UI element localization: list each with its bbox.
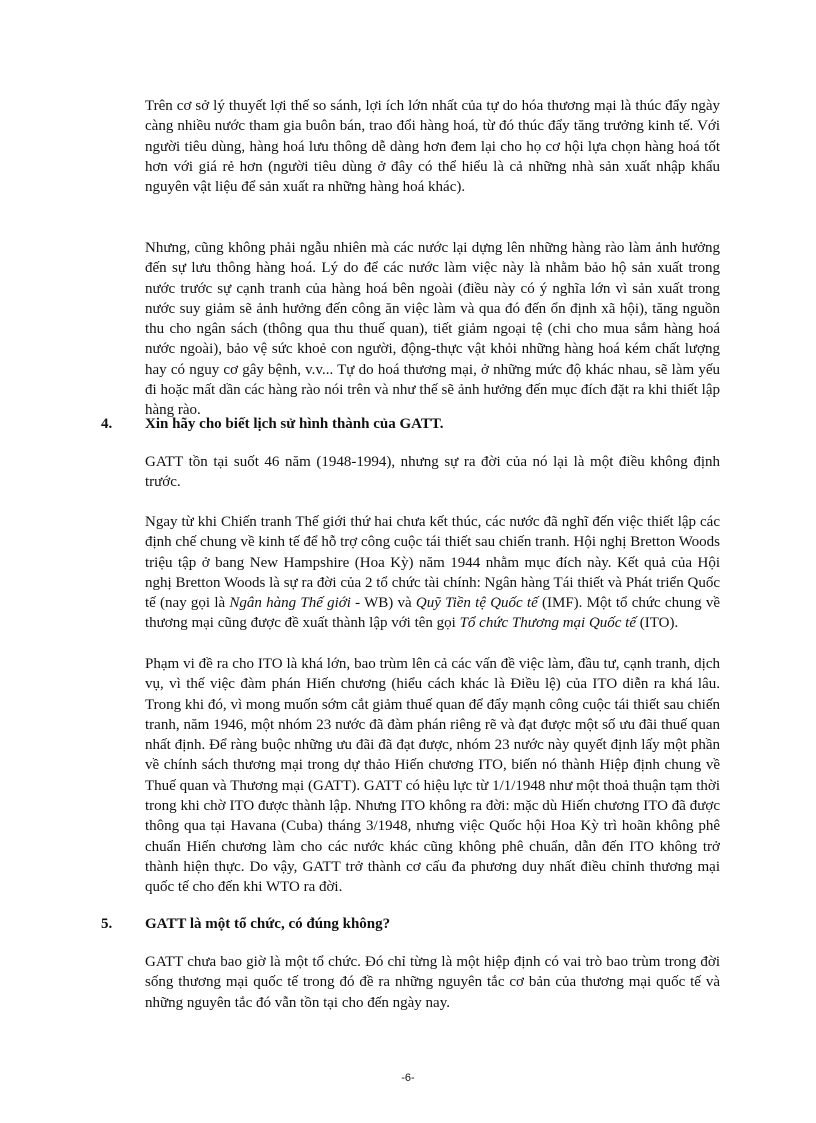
question-5-title: GATT là một tổ chức, có đúng không? — [145, 916, 391, 932]
paragraph-gatt-duration: GATT tồn tại suốt 46 năm (1948-1994), nhưng sự ra đời của nó lại là một điều không định trước. — [145, 454, 720, 491]
paragraph-ito-charter: Phạm vi đề ra cho ITO là khá lớn, bao trùm lên cả các vấn đề việc làm, đầu tư, cạnh tranh, dịch vụ, vì thế việc đàm phán Hiến chương (hiểu cách khác là Điều lệ) của ITO diễn ra khá lâu. Trong khi đó, vì mong muốn sớm cắt giảm thuế quan để đẩy mạnh công cuộc tái thiết sau chiến tranh, năm 1946, một nhóm 23 nước đã đàm phán riêng rẽ và đạt được một số ưu đãi thuế quan nhất định. Để ràng buộc những ưu đãi đã đạt được, nhóm 23 nước này quyết định lấy một phần về chính sách thương mại trong dự thảo Hiến chương ITO, biến nó thành Hiệp định chung về Thuế quan và Thương mại (GATT). GATT có hiệu lực từ 1/1/1948 như một thoả thuận tạm thời trong khi chờ ITO được thành lập. Nhưng ITO không ra đời: mặc dù Hiến chương ITO đã được thông qua tại Havana (Cuba) tháng 3/1948, nhưng việc Quốc hội Hoa Kỳ trì hoãn không phê chuẩn Hiến chương làm cho các nước khác cũng không phê chuẩn, dẫn đến ITO không trở thành hiện thực. Do vậy, GATT trở thành cơ cấu đa phương duy nhất điều chỉnh thương mại quốc tế cho đến khi WTO ra đời. — [145, 656, 720, 896]
bretton-woods-text-a: Ngay từ khi Chiến tranh Thế giới thứ hai chưa kết thúc, các nước đã nghĩ đến việc thiết lập các định chế chung về kinh tế để hỗ trợ công cuộc tái thiết sau chiến tranh. Hội nghị Bretton Woods triệu tập ở bang New Hampshire (Hoa Kỳ) năm 1944 nhằm mục đích này. Kết quả của Hội nghị Bretton Woods là sự ra đời của 2 tổ chức tài chính: Ngân hàng Tái thiết và Phát triển Quốc tế (nay gọi là — [145, 514, 720, 612]
imf-name: Quỹ Tiền tệ Quốc tế — [415, 595, 538, 612]
question-4-title: Xin hãy cho biết lịch sử hình thành của GATT. — [145, 416, 444, 432]
bretton-woods-text-c: (IMF). Một tổ chức chung về thương mại cũng được đề xuất thành lập với tên gọi — [145, 595, 720, 632]
question-5-number: 5. — [101, 916, 113, 932]
paragraph-trade-barriers: Nhưng, cũng không phải ngẫu nhiên mà các nước lại dựng lên những hàng rào làm ảnh hưởng đến sự lưu thông hàng hoá. Lý do để các nước làm việc này là nhằm bảo hộ sản xuất trong nước trước sự cạnh tranh của hàng hoá bên ngoài (điều này có ý nghĩa lớn vì sản xuất trong nước suy giảm sẽ ảnh hưởng đến công ăn việc làm và qua đó đến ổn định xã hội), tăng nguồn thu cho ngân sách (thông qua thu thuế quan), tiết giảm ngoại tệ (chi cho mua sắm hàng hoá nước ngoài), bảo vệ sức khoẻ con người, động-thực vật khỏi những hàng hoá kém chất lượng hay có nguy cơ gây bệnh, v.v... Tự do hoá thương mại, ở những mức độ khác nhau, sẽ làm yếu đi hoặc mất dần các hàng rào nói trên và như thế sẽ ảnh hưởng đến mục đích đặt ra khi thiết lập hàng rào. — [145, 240, 720, 419]
world-bank-name: Ngân hàng Thế giới — [229, 595, 351, 612]
paragraph-gatt-not-organization: GATT chưa bao giờ là một tổ chức. Đó chỉ từng là một hiệp định có vai trò bao trùm trong đời sống thương mại quốc tế trong đó đề ra những nguyên tắc cơ bản của thương mại quốc tế và những nguyên tắc đó vẫn tồn tại cho đến ngày nay. — [145, 954, 720, 1011]
question-4-number: 4. — [101, 416, 113, 432]
bretton-woods-text-b: - WB) và — [350, 595, 416, 612]
ito-name: Tổ chức Thương mại Quốc tế — [459, 615, 637, 632]
bretton-woods-text-d: (ITO). — [636, 615, 679, 632]
page-number: -6- — [401, 1072, 415, 1084]
paragraph-bretton-woods — [145, 512, 720, 634]
paragraph-trade-liberalization-benefits: Trên cơ sở lý thuyết lợi thế so sánh, lợi ích lớn nhất của tự do hóa thương mại là thúc đẩy ngày càng nhiều nước tham gia buôn bán, trao đổi hàng hoá, từ đó thúc đẩy tăng trưởng kinh tế. Với người tiêu dùng, hàng hoá lưu thông dễ dàng hơn đem lại cho họ cơ hội lựa chọn hàng hoá tốt hơn với giá rẻ hơn (người tiêu dùng ở đây có thể hiểu là cả những nhà sản xuất nhập khẩu nguyên vật liệu để sản xuất ra những hàng hoá khác). — [145, 98, 720, 196]
